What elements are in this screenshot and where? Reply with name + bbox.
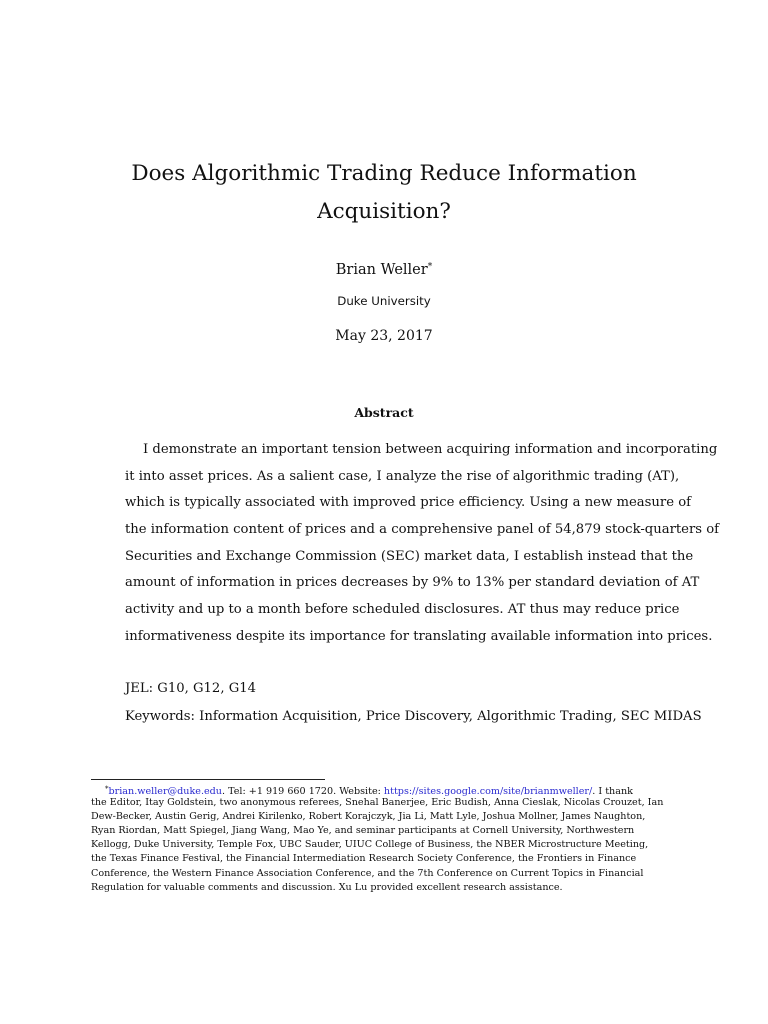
title-line: Does Algorithmic Trading Reduce Information — [131, 161, 637, 186]
footnote-rule — [91, 779, 325, 780]
abstract-line: which is typically associated with improved price efficiency. Using a new measure of — [125, 495, 692, 511]
author-footnote-mark[interactable]: * — [427, 262, 433, 272]
footnote-thanks-start: . I thank — [592, 786, 633, 797]
keywords: Keywords: Information Acquisition, Price Discovery, Algorithmic Trading, SEC MIDAS — [125, 709, 702, 724]
author-name-text: Brian Weller — [335, 262, 428, 278]
email-link[interactable]: brian.weller@duke.edu — [108, 786, 222, 797]
jel-codes: JEL: G10, G12, G14 — [125, 681, 257, 696]
footnote-line: the Texas Finance Festival, the Financial Intermediation Research Society Conference, the Frontiers in Finance — [91, 853, 637, 865]
abstract-line: I demonstrate an important tension between acquiring information and incorporating — [143, 442, 718, 457]
abstract-line: Securities and Exchange Commission (SEC) market data, I establish instead that the — [125, 548, 694, 564]
footnote — [91, 782, 679, 895]
footnote-tel: . Tel: +1 919 660 1720. Website: — [222, 786, 384, 797]
abstract-body — [125, 437, 720, 651]
author-affiliation: Duke University — [337, 294, 431, 308]
paper-date: May 23, 2017 — [335, 328, 433, 344]
website-link[interactable]: https://sites.google.com/site/brianmweller/ — [383, 786, 593, 797]
abstract-line: amount of information in prices decreases by 9% to 13% per standard deviation of AT — [125, 575, 700, 591]
abstract-line: the information content of prices and a comprehensive panel of 54,879 stock-quarters of — [125, 522, 720, 538]
abstract-heading: Abstract — [354, 405, 414, 420]
abstract-line: activity and up to a month before scheduled disclosures. AT thus may reduce price — [125, 602, 680, 618]
title-line: Acquisition? — [317, 199, 451, 224]
footnote-line — [91, 782, 679, 796]
author-name — [0, 262, 768, 278]
paper-title — [90, 155, 678, 231]
abstract-line: informativeness despite its importance for translating available information into prices. — [125, 628, 713, 644]
footnote-line: the Editor, Itay Goldstein, two anonymous referees, Snehal Banerjee, Eric Budish, Anna Cieslak, Nicolas Crouzet, Ian — [91, 797, 664, 809]
footnote-line: Regulation for valuable comments and discussion. Xu Lu provided excellent research assistance. — [91, 881, 563, 893]
footnote-line: Ryan Riordan, Matt Spiegel, Jiang Wang, Mao Ye, and seminar participants at Cornell University, Northwestern — [91, 825, 635, 837]
abstract-line: it into asset prices. As a salient case, I analyze the rise of algorithmic trading (AT), — [125, 468, 680, 484]
footnote-line: Kellogg, Duke University, Temple Fox, UBC Sauder, UIUC College of Business, the NBER Microstructure Meeting, — [91, 839, 649, 851]
footnote-mark: * — [105, 785, 109, 793]
footnote-line: Dew-Becker, Austin Gerig, Andrei Kirilenko, Robert Korajczyk, Jia Li, Matt Lyle, Joshua Mollner, James Naughton, — [91, 811, 646, 823]
footnote-line: Conference, the Western Finance Association Conference, and the 7th Conference on Current Topics in Financial — [91, 867, 644, 879]
